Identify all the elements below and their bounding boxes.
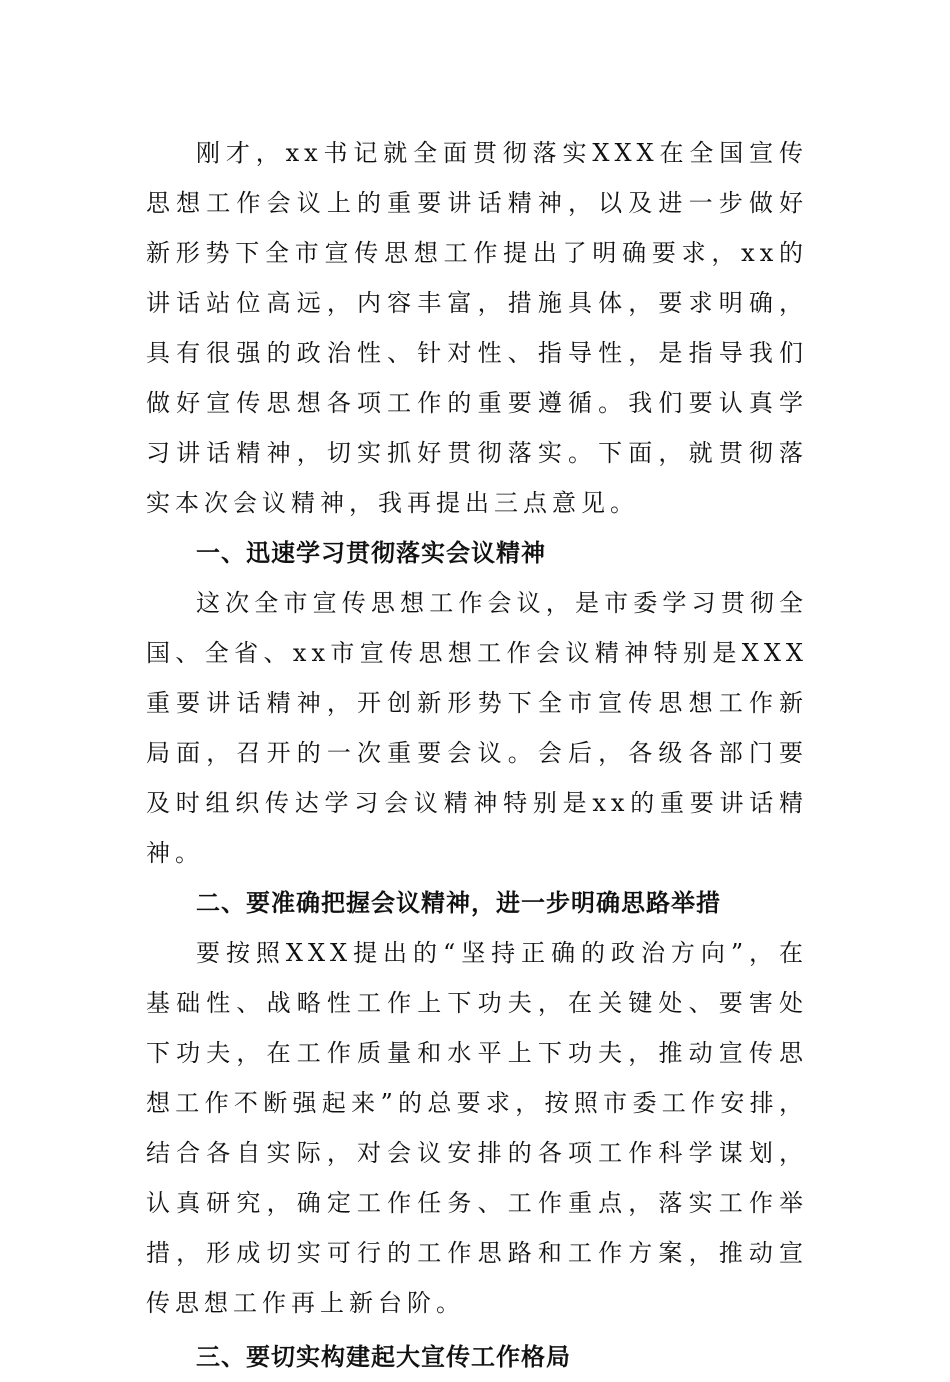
section-heading-2: 二、要准确把握会议精神，进一步明确思路举措: [196, 889, 721, 917]
paragraph-section-2: 要按照XXX提出的“坚持正确的政治方向”，在基础性、战略性工作上下功夫，在关键处、要害处下功夫，在工作质量和水平上下功夫，推动宣传思想工作不断强起来”的总要求，按照市委工作安排，结合各自实际，对会议安排的各项工作科学谋划，认真研究，确定工作任务、工作重点，落实工作举措，形成切实可行的工作思路和工作方案，推动宣传思想工作再上新台阶。: [146, 939, 808, 1317]
section-heading-3: 三、要切实构建起大宣传工作格局: [196, 1343, 571, 1371]
document-body: [146, 128, 808, 1382]
paragraph-intro: 刚才，xx书记就全面贯彻落实XXX在全国宣传思想工作会议上的重要讲话精神，以及进一步做好新形势下全市宣传思想工作提出了明确要求，xx的讲话站位高远，内容丰富，措施具体，要求明确，具有很强的政治性、针对性、指导性，是指导我们做好宣传思想各项工作的重要遵循。我们要认真学习讲话精神，切实抓好贯彻落实。下面，就贯彻落实本次会议精神，我再提出三点意见。: [146, 139, 808, 517]
section-heading-1: 一、迅速学习贯彻落实会议精神: [196, 539, 546, 567]
paragraph-section-1: 这次全市宣传思想工作会议，是市委学习贯彻全国、全省、xx市宣传思想工作会议精神特别是XXX重要讲话精神，开创新形势下全市宣传思想工作新局面，召开的一次重要会议。会后，各级各部门要及时组织传达学习会议精神特别是xx的重要讲话精神。: [146, 589, 808, 867]
